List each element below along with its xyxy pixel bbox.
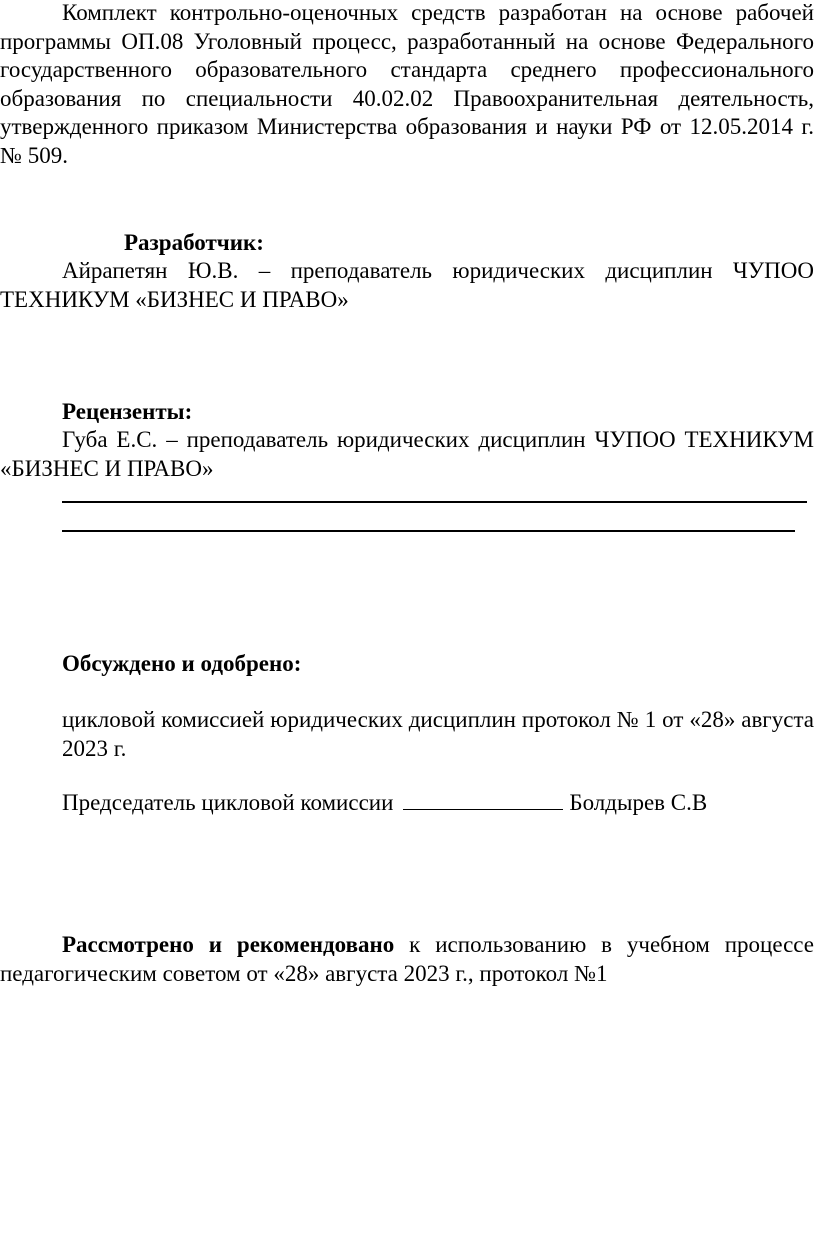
developer-text: Айрапетян Ю.В. – преподаватель юридических дисциплин ЧУПОО ТЕХНИКУМ «БИЗНЕС И ПРАВО» [0,258,814,312]
intro-paragraph: Комплект контрольно-оценочных средств разработан на основе рабочей программы ОП.08 Уголовный процесс, разработанный на основе Федерального государственного образовательного стандарта среднего профессионального образования по специальности 40.02.02 Правоохранительная деятельность, утвержденного приказом Министерства образования и науки РФ от 12.05.2014 г. № 509. [0,0,814,168]
recommended-rest-text: к использованию в учебном процессе педагогическим советом от «28» августа 2023 г., протокол №1 [0,932,815,986]
reviewer-blank-line-2 [62,530,795,532]
chair-signature-line [62,789,814,818]
chair-label: Председатель цикловой комиссии [62,790,394,815]
reviewer-blank-line-1 [62,501,807,503]
chair-name: Болдырев С.В [569,790,708,815]
chair-signature-blank [403,791,563,810]
reviewers-text: Губа Е.С. – преподаватель юридических дисциплин ЧУПОО ТЕХНИКУМ «БИЗНЕС И ПРАВО» [0,427,814,481]
approval-heading: Обсуждено и одобрено: [62,651,302,676]
reviewers-heading: Рецензенты: [62,399,193,424]
recommended-paragraph [0,931,814,988]
developer-heading: Разработчик: [124,230,264,255]
recommended-bold-text: Рассмотрено и рекомендовано [62,932,395,957]
approval-text: цикловой комиссией юридических дисциплин протокол № 1 от «28» августа 2023 г. [62,707,814,761]
